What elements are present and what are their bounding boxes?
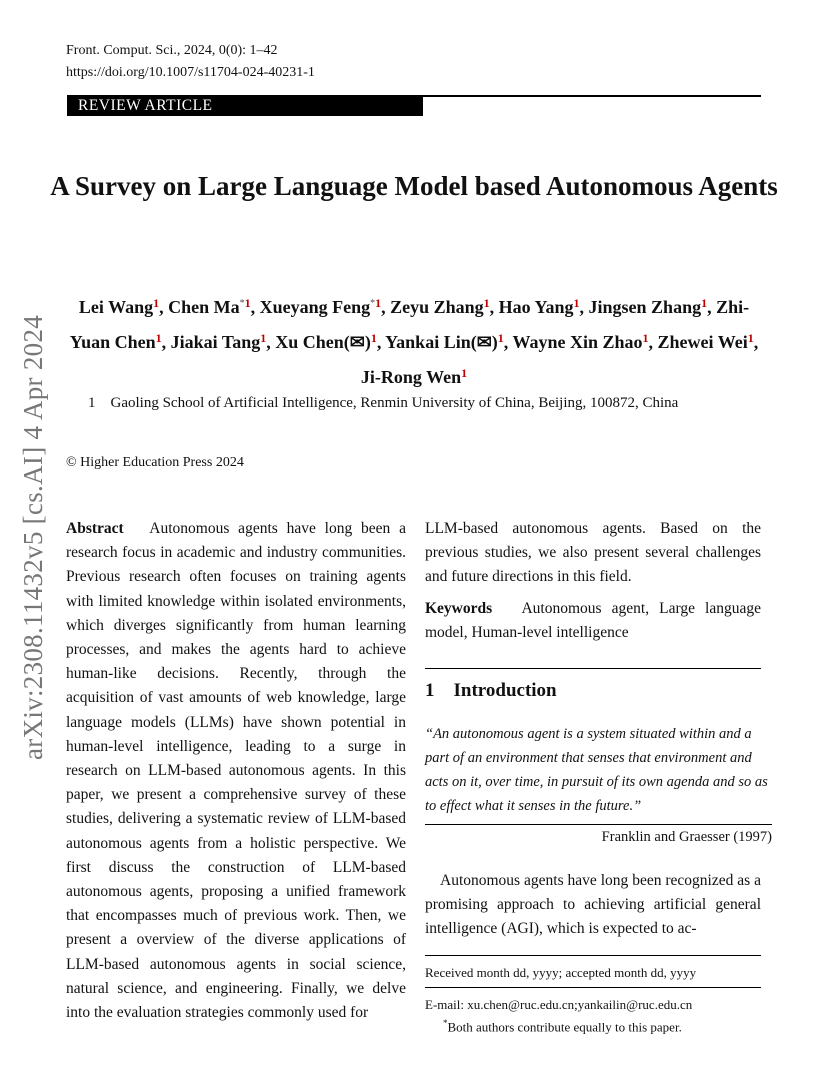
author xyxy=(275,332,377,352)
abstract xyxy=(66,517,406,1025)
author-affiliation-mark: 1 xyxy=(573,296,580,310)
intro-paragraph: Autonomous agents have long been recognized as a promising approach to achieving artificial general intelligence (AGI), which is expected to ac- xyxy=(425,872,761,938)
author-affiliation-mark: 1 xyxy=(370,331,377,345)
author xyxy=(168,297,251,317)
author-affiliation-mark: 1 xyxy=(260,331,267,345)
author xyxy=(658,332,754,352)
author-affiliation-mark: 1 xyxy=(155,331,162,345)
author-name: Wayne Xin Zhao xyxy=(512,332,643,352)
author-name: Xu Chen(✉) xyxy=(275,332,371,352)
section-divider xyxy=(425,668,761,669)
equal-contribution-mark: * xyxy=(443,1018,448,1028)
author-affiliation-mark: 1 xyxy=(461,366,468,380)
affiliation-number: 1 xyxy=(88,395,96,411)
affiliation-text: Gaoling School of Artificial Intelligence, Renmin University of China, Beijing, 100872, China xyxy=(110,395,679,411)
author-name: Yankai Lin(✉) xyxy=(385,332,498,352)
author-affiliation-mark: 1 xyxy=(747,331,754,345)
section-title: Introduction xyxy=(453,680,557,701)
author xyxy=(589,297,708,317)
affiliation xyxy=(88,393,788,413)
quote-attribution: Franklin and Graesser (1997) xyxy=(601,829,772,845)
author-name: Zhewei Wei xyxy=(657,332,748,352)
author-list: Lei Wang$^1$, Chen Ma$^{*1}$, Xueyang Feng$^{*1}$, Zeyu Zhang$^1$, Hao Yang$^1$, Jingsen Zhang$^1$, Zhi-Yuan Chen$^1$, Jiakai Tang$^1$, Xu Chen(✉)$^1$, Yankai Lin(✉)$^1$, Wayne Xin Zhao$^1$, Zhewei Wei$^1$, Ji-Rong Wen$^1$ xyxy=(69,296,759,387)
keywords xyxy=(425,597,761,645)
author xyxy=(79,297,159,317)
abstract-label: Abstract xyxy=(66,520,124,537)
author-name: Lei Wang xyxy=(78,297,154,317)
paper-title: A Survey on Large Language Model based Autonomous Agents xyxy=(50,171,778,201)
equal-contribution-star: * xyxy=(370,298,376,309)
doi-link[interactable]: https://doi.org/10.1007/s11704-024-40231-1 xyxy=(66,65,315,80)
author-affiliation-mark: 1 xyxy=(701,296,708,310)
author xyxy=(499,297,580,317)
author-affiliation-mark: 1 xyxy=(642,331,649,345)
epigraph-quote: “An autonomous agent is a system situated within and a part of an environment that senses that environment and acts on it, over time, in pursuit of its own agenda and so as to effect what it senses in the future.” xyxy=(425,726,768,814)
author-name: Jingsen Zhang xyxy=(588,297,702,317)
author-name: Hao Yang xyxy=(498,297,574,317)
footnote-rule-2 xyxy=(425,987,761,988)
equal-contribution-star: * xyxy=(239,298,245,309)
author-name: Zeyu Zhang xyxy=(390,297,484,317)
author-affiliation-mark: 1 xyxy=(244,296,251,310)
author xyxy=(385,332,504,352)
abstract-text: Autonomous agents have long been a research focus in academic and industry communities. Previous research often focuses on training agents with limited knowledge within isolated environments, which diverges significantly from human learning processes, and makes the agents hard to achieve human-like decisions. Recently, through the acquisition of vast amounts of web knowledge, large language models (LLMs) have shown potential in human-level intelligence, leading to a surge in research on LLM-based autonomous agents. In this paper, we present a comprehensive survey of these studies, delivering a systematic review of LLM-based autonomous agents from a holistic perspective. We first discuss the construction of LLM-based autonomous agents, proposing a unified framework that encompasses much of previous work. Then, we present a overview of the diverse applications of LLM-based autonomous agents in social science, natural science, and engineering. Finally, we delve into the evaluation strategies commonly used for xyxy=(66,520,406,1022)
section-number: 1 xyxy=(425,680,435,701)
equal-contribution-note xyxy=(443,1014,682,1036)
article-type-label: REVIEW ARTICLE xyxy=(78,97,213,114)
author-affiliation-mark: 1 xyxy=(153,296,160,310)
author xyxy=(260,297,382,317)
author-name: Ji-Rong Wen xyxy=(360,367,462,387)
keywords-label: Keywords xyxy=(425,599,493,617)
header-rule xyxy=(423,95,761,97)
abstract-continued xyxy=(425,517,761,645)
author xyxy=(171,332,267,352)
quote-rule xyxy=(425,824,772,825)
section-heading xyxy=(425,679,557,703)
footnote-rule xyxy=(425,955,761,956)
author-affiliation-mark: 1 xyxy=(375,296,382,310)
author-name: Jiakai Tang xyxy=(170,332,261,352)
journal-citation: Front. Comput. Sci., 2024, 0(0): 1–42 xyxy=(66,43,278,58)
copyright-notice: © Higher Education Press 2024 xyxy=(66,455,244,470)
author-name: Chen Ma xyxy=(168,297,240,317)
keywords-text: Autonomous agent, Large language model, Human-level intelligence xyxy=(425,599,761,641)
author-affiliation-mark: 1 xyxy=(483,296,490,310)
contact-email: E-mail: xu.chen@ruc.edu.cn;yankailin@ruc.edu.cn xyxy=(425,997,693,1012)
author-name: Xueyang Feng xyxy=(259,297,371,317)
equal-contribution-text: Both authors contribute equally to this paper. xyxy=(447,1019,682,1035)
arxiv-identifier: arXiv:2308.11432v5 [cs.AI] 4 Apr 2024 xyxy=(18,314,48,760)
author xyxy=(390,297,490,317)
author-name: Zhi-Yuan Chen xyxy=(69,297,750,352)
author xyxy=(361,367,467,387)
author xyxy=(512,332,648,352)
received-dates: Received month dd, yyyy; accepted month dd, yyyy xyxy=(425,965,697,980)
abstract-continued-text: LLM-based autonomous agents. Based on the previous studies, we also present several challenges and future directions in this field. xyxy=(425,520,761,586)
author-affiliation-mark: 1 xyxy=(497,331,504,345)
